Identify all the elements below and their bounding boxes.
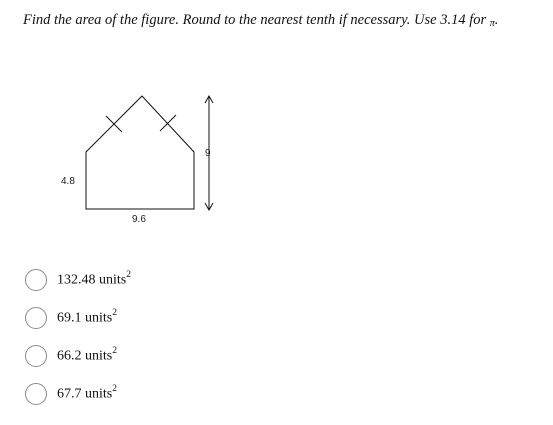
- pentagon-outline: [86, 96, 194, 209]
- choice-label: 67.7 units$^2$: [57, 384, 117, 402]
- answer-choices: [25, 261, 131, 413]
- left-side-label: 4.8: [61, 176, 75, 187]
- radio-button[interactable]: [25, 345, 47, 367]
- answer-choice-3[interactable]: [25, 337, 131, 375]
- radio-button[interactable]: [25, 383, 47, 405]
- choice-label: 132.48 units$^2$: [57, 270, 131, 288]
- height-label: 9: [205, 148, 211, 159]
- base-label: 9.6: [132, 214, 146, 225]
- radio-button[interactable]: [25, 307, 47, 329]
- choice-label: 66.2 units$^2$: [57, 346, 117, 364]
- choice-label: 69.1 units$^2$: [57, 308, 117, 326]
- answer-choice-2[interactable]: [25, 299, 131, 337]
- answer-choice-1[interactable]: [25, 261, 131, 299]
- pi-symbol: π: [489, 18, 495, 29]
- answer-choice-4[interactable]: [25, 375, 131, 413]
- question-text: Find the area of the figure. Round to the nearest tenth if necessary. Use 3.14 for: [23, 12, 487, 28]
- question-period: .: [494, 12, 499, 28]
- radio-button[interactable]: [25, 269, 47, 291]
